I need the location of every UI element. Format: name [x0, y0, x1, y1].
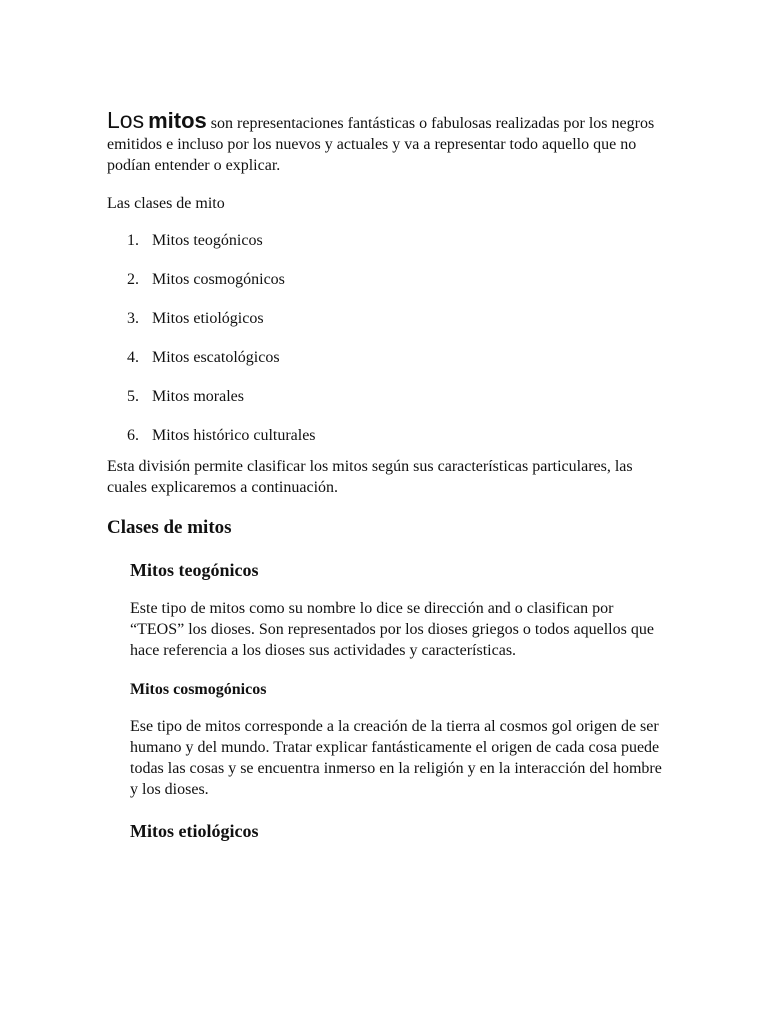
intro-text: son representaciones fantásticas o fabulosas realizadas por los negros emitidos e incluso por los nuevos y actuales y va a representar todo aquello que no podían entender o explicar.: [107, 115, 655, 174]
list-item-label: Mitos etiológicos: [152, 310, 264, 327]
section-title-teogonicos: Mitos teogónicos: [130, 560, 259, 580]
list-item: [107, 308, 667, 347]
list-item-number: 2.: [127, 271, 139, 288]
list-item-label: Mitos histórico culturales: [152, 427, 316, 444]
section-body-cosmogonicos: Ese tipo de mitos corresponde a la creación de la tierra al cosmos gol origen de ser humano y del mundo. Tratar explicar fantásticamente el origen de cada cosa puede todas las cosas y se encuentra inmerso en la religión y en la interacción del hombre y los dioses.: [130, 718, 662, 798]
section-body-teogonicos: Este tipo de mitos como su nombre lo dice se dirección and o clasifican por “TEOS” los dioses. Son representados por los dioses griegos o todos aquellos que hace referencia a los dioses sus actividades y características.: [130, 600, 654, 659]
list-item: [107, 230, 667, 269]
types-lead: Las clases de mito: [107, 195, 225, 212]
list-item: [107, 347, 667, 386]
classes-heading: Clases de mitos: [107, 517, 232, 538]
list-item-label: Mitos morales: [152, 388, 244, 405]
intro-paragraph: [107, 107, 667, 176]
division-paragraph: Esta división permite clasificar los mitos según sus características particulares, las cuales explicaremos a continuación.: [107, 458, 633, 496]
list-item-number: 5.: [127, 388, 139, 405]
list-item-label: Mitos cosmogónicos: [152, 271, 285, 288]
list-item-number: 6.: [127, 427, 139, 444]
types-list: [107, 230, 667, 464]
list-item-label: Mitos escatológicos: [152, 349, 280, 366]
list-item-number: 3.: [127, 310, 139, 327]
list-item-label: Mitos teogónicos: [152, 232, 263, 249]
sections-container: [107, 558, 667, 843]
list-item: [107, 269, 667, 308]
document-page: [107, 107, 667, 843]
section-title-cosmogonicos: Mitos cosmogónicos: [130, 681, 267, 698]
intro-word-los: Los: [107, 107, 145, 133]
list-item-number: 1.: [127, 232, 139, 249]
intro-word-mitos: mitos: [148, 108, 207, 133]
list-item-number: 4.: [127, 349, 139, 366]
list-item: [107, 386, 667, 425]
section-title-etiologicos: Mitos etiológicos: [130, 821, 259, 841]
